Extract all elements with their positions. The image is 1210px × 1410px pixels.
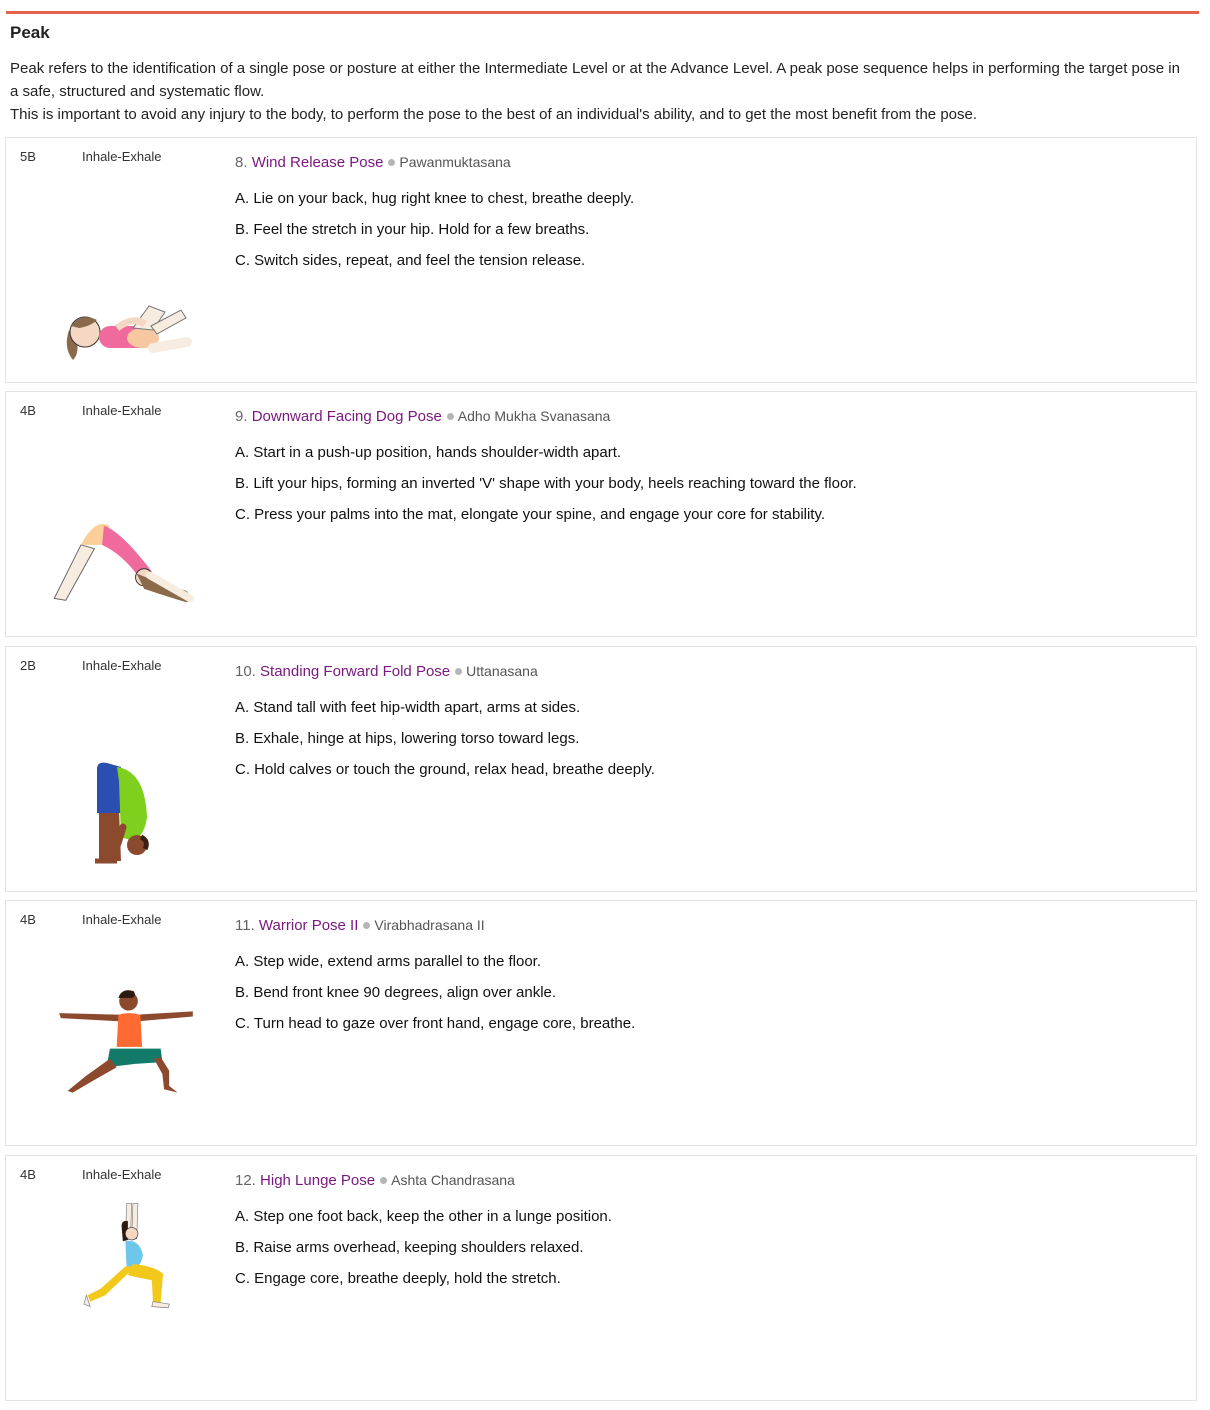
separator-dot [363, 922, 370, 929]
pose-card [5, 391, 1197, 637]
pose-code: 4B [20, 1167, 36, 1182]
step-text: B. Raise arms overhead, keeping shoulders relaxed. [235, 1239, 584, 1256]
forward-fold-pose-illustration [41, 757, 211, 867]
breath-label: Inhale-Exhale [82, 1167, 162, 1182]
step-text: A. Lie on your back, hug right knee to chest, breathe deeply. [235, 190, 635, 207]
pose-name-link[interactable]: High Lunge Pose [260, 1172, 376, 1189]
pose-steps [235, 1208, 612, 1301]
breath-label: Inhale-Exhale [82, 403, 162, 418]
pose-code: 4B [20, 403, 36, 418]
step-text: A. Step one foot back, keep the other in a lunge position. [235, 1208, 612, 1225]
pose-number: 8. [235, 154, 248, 171]
intro-paragraph: Peak refers to the identification of a single pose or posture at either the Intermediate Level or at the Advance Level. A peak pose sequence helps in performing the target pose in a safe, structured and systematic flow. [10, 60, 1180, 100]
step-text: C. Hold calves or touch the ground, relax head, breathe deeply. [235, 761, 655, 778]
pose-heading [235, 154, 511, 171]
pose-heading [235, 917, 485, 934]
pose-card [5, 900, 1197, 1146]
step-text: B. Feel the stretch in your hip. Hold for a few breaths. [235, 221, 590, 238]
step-text: C. Engage core, breathe deeply, hold the stretch. [235, 1270, 561, 1287]
step-text: B. Lift your hips, forming an inverted 'V' shape with your body, heels reaching toward the floor. [235, 475, 857, 492]
pose-number: 10. [235, 663, 256, 680]
step-text: B. Bend front knee 90 degrees, align over ankle. [235, 984, 557, 1001]
pose-card [5, 137, 1197, 383]
pose-heading [235, 1172, 515, 1189]
sanskrit-name: Ashta Chandrasana [391, 1172, 515, 1188]
sanskrit-name: Virabhadrasana II [374, 917, 485, 933]
section-intro [10, 57, 1190, 126]
step-text: A. Step wide, extend arms parallel to the floor. [235, 953, 541, 970]
step-text: B. Exhale, hinge at hips, lowering torso toward legs. [235, 730, 580, 747]
pose-number: 12. [235, 1172, 256, 1189]
separator-dot [447, 413, 454, 420]
section-divider [6, 11, 1199, 14]
breath-label: Inhale-Exhale [82, 658, 162, 673]
pose-name-link[interactable]: Downward Facing Dog Pose [251, 408, 442, 425]
step-text: A. Stand tall with feet hip-width apart, arms at sides. [235, 699, 581, 716]
downward-dog-pose-illustration [41, 497, 211, 607]
sanskrit-name: Pawanmuktasana [399, 154, 511, 170]
separator-dot [388, 159, 395, 166]
pose-code: 5B [20, 149, 36, 164]
separator-dot [380, 1177, 387, 1184]
warrior-two-pose-illustration [41, 986, 211, 1096]
pose-steps [235, 444, 857, 537]
pose-steps [235, 699, 655, 792]
pose-card [5, 646, 1197, 892]
step-text: C. Press your palms into the mat, elongate your spine, and engage your core for stability. [235, 506, 826, 523]
sanskrit-name: Adho Mukha Svanasana [457, 408, 611, 424]
pose-name-link[interactable]: Wind Release Pose [251, 154, 384, 171]
high-lunge-pose-illustration [41, 1201, 211, 1311]
section-title: Peak [10, 23, 50, 42]
pose-card [5, 1155, 1197, 1401]
step-text: C. Switch sides, repeat, and feel the tension release. [235, 252, 586, 269]
breath-label: Inhale-Exhale [82, 912, 162, 927]
pose-heading [235, 408, 610, 425]
intro-paragraph: This is important to avoid any injury to the body, to perform the pose to the best of an individual's ability, and to get the most benefit from the pose. [10, 106, 978, 123]
pose-steps [235, 953, 635, 1046]
pose-number: 9. [235, 408, 248, 425]
step-text: C. Turn head to gaze over front hand, engage core, breathe. [235, 1015, 636, 1032]
pose-number: 11. [235, 917, 255, 934]
pose-heading [235, 663, 538, 680]
wind-release-pose-illustration [41, 268, 211, 378]
pose-code: 2B [20, 658, 36, 673]
sanskrit-name: Uttanasana [466, 663, 538, 679]
step-text: A. Start in a push-up position, hands shoulder-width apart. [235, 444, 622, 461]
breath-label: Inhale-Exhale [82, 149, 162, 164]
pose-name-link[interactable]: Warrior Pose II [258, 917, 359, 934]
pose-name-link[interactable]: Standing Forward Fold Pose [260, 663, 451, 680]
separator-dot [455, 668, 462, 675]
pose-steps [235, 190, 634, 283]
pose-code: 4B [20, 912, 36, 927]
